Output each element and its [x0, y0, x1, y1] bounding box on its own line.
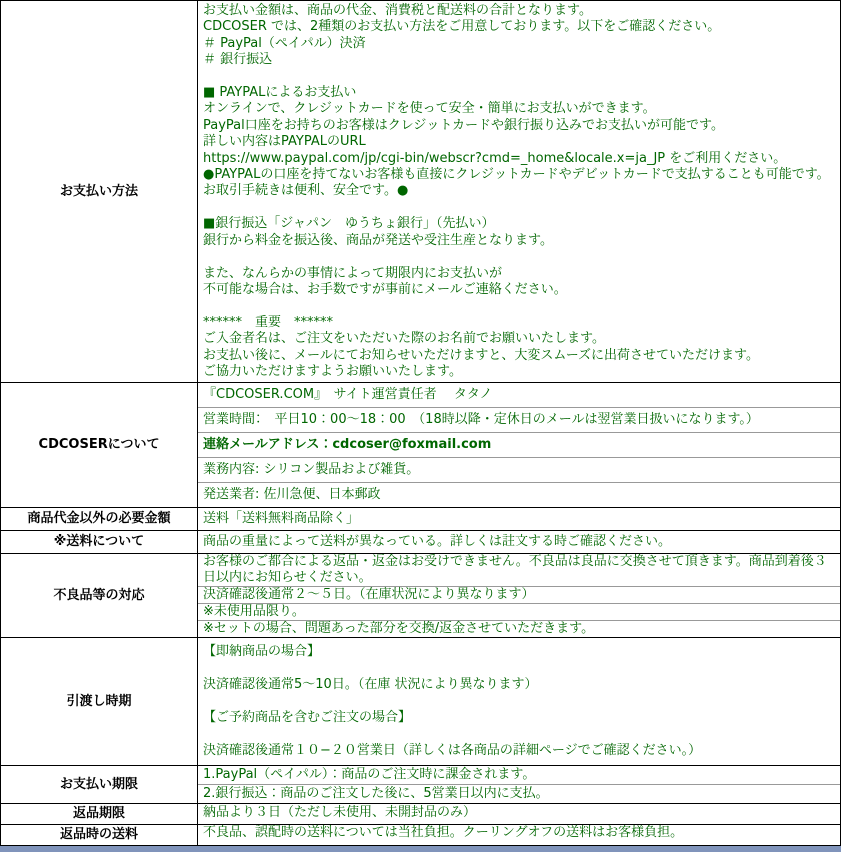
contact-email-text: 連絡メールアドレス：cdcoser@foxmail.com	[198, 433, 840, 458]
text-line	[203, 661, 835, 677]
text-line: ＃ 銀行振込	[203, 52, 273, 68]
text-line: ご協力いただけますようお願いいたします。	[203, 363, 462, 379]
text-line	[203, 726, 835, 742]
shipping-note-text: 商品の重量によって送料が異なっている。詳しくは註文する時ご確認ください。	[203, 534, 672, 550]
text-line: 詳しい内容はPAYPALのURL	[203, 134, 366, 150]
text-line	[203, 694, 835, 710]
row-return-deadline	[1, 804, 840, 825]
return-deadline-text: 納品より３日（ただし未使用、未開封品のみ）	[203, 805, 477, 821]
payment-method-content	[198, 1, 840, 382]
defective-items-content	[198, 554, 840, 637]
about-cdcoser-content	[198, 383, 840, 507]
text-line: 【即納商品の場合】	[203, 644, 321, 660]
text-line: また、なんらかの事情によって期限内にお支払いが	[203, 265, 503, 281]
text-line: お支払い金額は、商品の代金、消費税と配送料の合計となります。	[203, 3, 592, 18]
text-line: オンラインで、クレジットカードを使って安全・簡単にお支払いができます。	[203, 101, 656, 117]
text-line: お支払い後に、メールにてお知らせいただけますと、大変スムーズに出荷させていただけます。	[203, 347, 760, 363]
text-line: ご入金者名は、ご注文をいただいた際のお名前でお願いいたします。	[203, 331, 605, 347]
text-line: 不可能な場合は、お手数ですが事前にメールご連絡ください。	[203, 281, 567, 297]
row-shipping-note	[1, 531, 840, 554]
header-return-deadline: 返品期限	[1, 804, 198, 824]
text-line	[203, 69, 835, 85]
text-line: ■銀行振込「ジャパン ゆうちょ銀行」（先払い）	[203, 216, 495, 232]
header-about-cdcoser: CDCOSERについて	[1, 383, 198, 507]
business-hours-text: 営業時間： 平日10：00〜18：00 （18時以降・定休日のメールは翌営業日扱いになります。）	[198, 408, 840, 433]
header-defective-items: 不良品等の対応	[1, 554, 198, 637]
header-payment-deadline: お支払い期限	[1, 766, 198, 803]
bank-deadline-text: 2.銀行振込：商品のご注文した後に、5営業日以内に支払。	[203, 786, 549, 802]
text-line: CDCOSER では、2種類のお支払い方法をご用意しております。以下をご確認ください。	[203, 19, 721, 35]
bottom-bar	[0, 846, 841, 852]
row-payment-deadline	[1, 766, 840, 804]
return-shipping-text: 不良品、誤配時の送料については当社負担。クーリングオフの送料はお客様負担。	[203, 825, 684, 841]
text-line: お取引手続きは便利、安全です。●	[203, 183, 409, 199]
text-line: 決済確認後通常１０−２０営業日（詳しくは各商品の詳細ページでご確認ください。）	[203, 742, 702, 758]
business-content-text: 業務内容: シリコン製品および雑貨。	[198, 458, 840, 483]
text-line: 銀行から料金を振込後、商品が発送や受注生産となります。	[203, 232, 553, 248]
header-delivery-time: 引渡し時期	[1, 638, 198, 765]
row-return-shipping	[1, 825, 840, 846]
text-line: ****** 重要 ******	[203, 314, 334, 330]
extra-fees-text: 送料「送料無料商品除く」	[203, 511, 360, 527]
set-exchange-text: ※セットの場合、問題あった部分を交換/返金させていただきます。	[203, 621, 595, 637]
text-line	[203, 249, 835, 265]
header-return-shipping: 返品時の送料	[1, 825, 198, 845]
header-payment-method: お支払い方法	[1, 1, 198, 382]
text-line	[203, 200, 835, 216]
row-payment-method	[1, 1, 840, 383]
text-line: ＃ PayPal（ペイパル）決済	[203, 35, 366, 51]
text-line: 【ご予約商品を含むご注文の場合】	[203, 709, 412, 725]
paypal-deadline-text: 1.PayPal（ペイパル）：商品のご注文時に課金されます。	[198, 766, 840, 785]
text-line: 決済確認後通常5〜10日。（在庫 状況により異なります）	[203, 677, 538, 693]
row-extra-fees	[1, 508, 840, 531]
site-manager-text: 『CDCOSER.COM』 サイト運営責任者 タタノ	[198, 383, 840, 408]
header-shipping-note: ※送料について	[1, 531, 198, 553]
exchange-period-text: 決済確認後通常２〜５日。（在庫状況により異なります）	[198, 587, 840, 604]
text-line: https://www.paypal.com/jp/cgi-bin/webscr?cmd=_home&locale.x=ja_JP をご利用ください。	[203, 150, 787, 166]
row-about-cdcoser	[1, 383, 840, 508]
delivery-time-content	[198, 638, 840, 765]
text-line	[203, 298, 835, 314]
row-delivery-time	[1, 638, 840, 766]
return-policy-text: お客様のご都合による返品・返金はお受けできません。不良品は良品に交換させて頂きます。商品到着後３日以内にお知らせください。	[198, 554, 840, 587]
header-extra-fees: 商品代金以外の必要金額	[1, 508, 198, 530]
text-line: ■ PAYPALによるお支払い	[203, 85, 357, 101]
unused-only-text: ※未使用品限り。	[198, 604, 840, 621]
payment-deadline-content	[198, 766, 840, 803]
text-line: ●PAYPALの口座を持てないお客様も直接にクレジットカードやデビットカードで支払することも可能です。	[203, 167, 830, 183]
shipping-carrier-text: 発送業者: 佐川急便、日本郵政	[203, 487, 381, 503]
text-line: PayPal口座をお持ちのお客様はクレジットカードや銀行振り込みでお支払いが可能です。	[203, 117, 724, 133]
row-defective-items	[1, 554, 840, 638]
